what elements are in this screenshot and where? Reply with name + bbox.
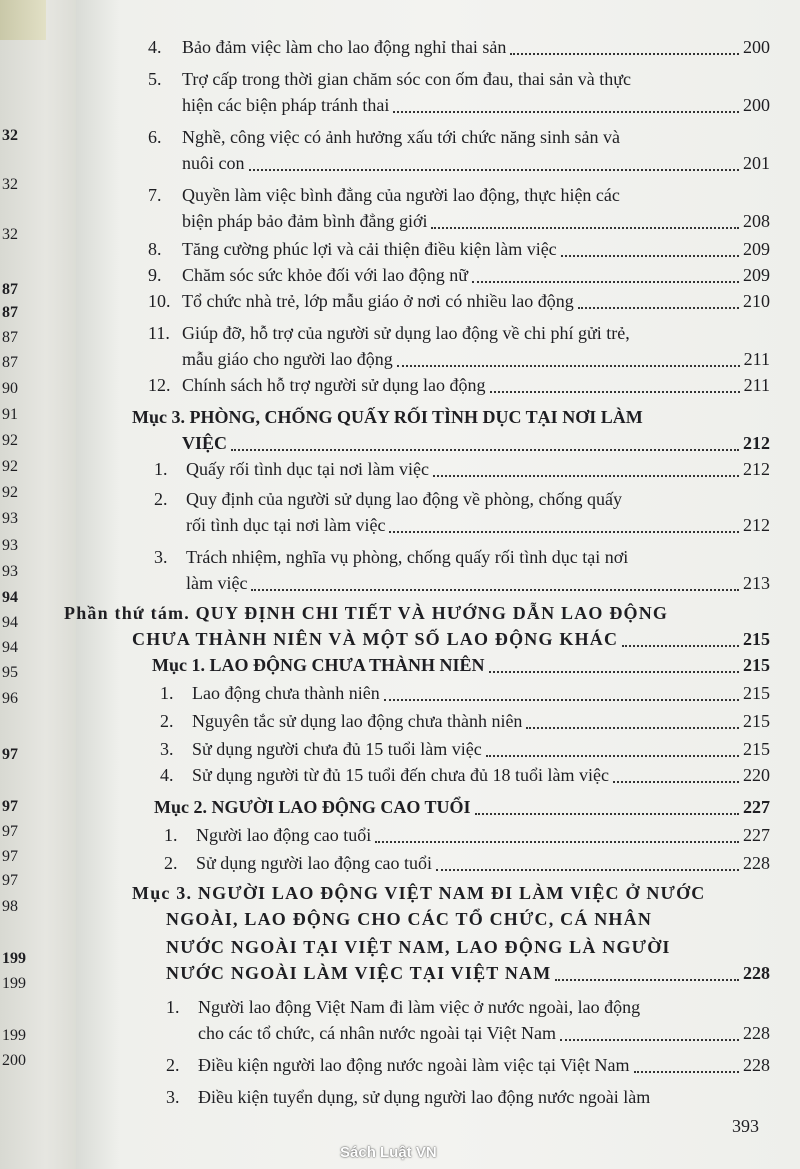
- margin-number: 199: [2, 975, 26, 992]
- toc-page-number: 215: [743, 629, 770, 649]
- toc-item-text: Người lao động Việt Nam đi làm việc ở nước ngoài, lao động: [198, 997, 641, 1017]
- toc-item-text: Sử dụng người từ đủ 15 tuổi đến chưa đủ 18 tuổi làm việc: [192, 765, 609, 785]
- toc-item-number: 7.: [148, 185, 162, 205]
- toc-page-number: 228: [743, 963, 770, 983]
- dot-leader: [472, 281, 739, 283]
- margin-number: 32: [2, 176, 18, 193]
- dot-leader: [560, 1039, 739, 1041]
- margin-number: 97: [2, 746, 18, 763]
- toc-item-text: Điều kiện tuyển dụng, sử dụng người lao động nước ngoài làm: [198, 1087, 651, 1107]
- dot-leader: [251, 589, 739, 591]
- toc-item-text: Sử dụng người chưa đủ 15 tuổi làm việc: [192, 739, 482, 759]
- toc-line: [0, 794, 800, 820]
- toc-page-number: 209: [743, 265, 770, 285]
- margin-number: 94: [2, 589, 18, 606]
- margin-number: 87: [2, 304, 18, 321]
- toc-item-number: 8.: [148, 239, 162, 259]
- toc-item-number: 9.: [148, 265, 162, 285]
- dot-leader: [389, 531, 739, 533]
- toc-item-text: Quy định của người sử dụng lao động về phòng, chống quấy: [186, 489, 622, 509]
- toc-item-number: 1.: [160, 683, 174, 703]
- toc-line: [0, 124, 800, 150]
- toc-item-text: biện pháp bảo đảm bình đẳng giới: [182, 211, 428, 231]
- margin-number: 90: [2, 380, 18, 397]
- toc-page-number: 210: [743, 291, 770, 311]
- dot-leader: [561, 255, 739, 257]
- margin-number: 94: [2, 639, 18, 656]
- margin-number: 96: [2, 690, 18, 707]
- toc-line: [0, 652, 800, 678]
- toc-line: [0, 626, 800, 652]
- toc-page-number: 200: [743, 95, 770, 115]
- toc-item-number: 2.: [154, 489, 168, 509]
- toc-page-number: 208: [743, 211, 770, 231]
- toc-page-number: 209: [743, 239, 770, 259]
- margin-number: 87: [2, 354, 18, 371]
- toc-page-number: 201: [743, 153, 770, 173]
- toc-line: [0, 880, 800, 906]
- toc-item-text: Mục 3. PHÒNG, CHỐNG QUẤY RỐI TÌNH DỤC TẠI NƠI LÀM: [132, 407, 643, 427]
- toc-item-text: Chăm sóc sức khỏe đối với lao động nữ: [182, 265, 468, 285]
- toc-item-text: Trách nhiệm, nghĩa vụ phòng, chống quấy rối tình dục tại nơi: [186, 547, 629, 567]
- toc-item-number: 12.: [148, 375, 171, 395]
- toc-page-number: 215: [743, 711, 770, 731]
- margin-number: 95: [2, 664, 18, 681]
- dot-leader: [475, 813, 739, 815]
- toc-item-text: Lao động chưa thành niên: [192, 683, 380, 703]
- toc-item-text: Mục 1. LAO ĐỘNG CHƯA THÀNH NIÊN: [152, 655, 485, 675]
- toc-item-text: cho các tổ chức, cá nhân nước ngoài tại Việt Nam: [198, 1023, 556, 1043]
- toc-line: [0, 150, 800, 176]
- toc-item-text: làm việc: [186, 573, 248, 593]
- toc-line: [0, 92, 800, 118]
- margin-number: 94: [2, 614, 18, 631]
- toc-line: [0, 850, 800, 876]
- toc-line: [0, 320, 800, 346]
- toc-line: [0, 1084, 800, 1110]
- toc-page-number: 212: [743, 515, 770, 535]
- dot-leader: [510, 53, 739, 55]
- toc-page-number: 211: [743, 375, 770, 395]
- toc-line: [0, 994, 800, 1020]
- dot-leader: [231, 449, 739, 451]
- toc-item-number: 2.: [164, 853, 178, 873]
- toc-item-text: Bảo đảm việc làm cho lao động nghỉ thai sản: [182, 37, 507, 57]
- dot-leader: [578, 307, 739, 309]
- margin-number: 32: [2, 226, 18, 243]
- margin-number: 97: [2, 848, 18, 865]
- dot-leader: [490, 391, 740, 393]
- toc-page-number: 213: [743, 573, 770, 593]
- toc-item-text: NƯỚC NGOÀI TẠI VIỆT NAM, LAO ĐỘNG LÀ NGƯỜI: [166, 937, 671, 957]
- dot-leader: [555, 979, 739, 981]
- toc-item-number: 3.: [154, 547, 168, 567]
- toc-line: [0, 512, 800, 538]
- toc-line: [0, 600, 800, 626]
- margin-number: 92: [2, 458, 18, 475]
- dot-leader: [375, 841, 739, 843]
- toc-line: [0, 1020, 800, 1046]
- toc-line: [0, 960, 800, 986]
- toc-page-number: 227: [743, 825, 770, 845]
- toc-page-number: 228: [743, 1023, 770, 1043]
- margin-number: 97: [2, 798, 18, 815]
- toc-item-text: NƯỚC NGOÀI LÀM VIỆC TẠI VIỆT NAM: [166, 963, 552, 983]
- toc-item-text: Nghề, công việc có ảnh hưởng xấu tới chức năng sinh sản và: [182, 127, 620, 147]
- toc-item-number: 3.: [160, 739, 174, 759]
- toc-item-text: Sử dụng người lao động cao tuổi: [196, 853, 433, 873]
- toc-line: [0, 34, 800, 60]
- toc-line: [0, 208, 800, 234]
- toc-item-number: 1.: [154, 459, 168, 479]
- toc-item-number: 4.: [160, 765, 174, 785]
- dot-leader: [489, 671, 739, 673]
- margin-number: 87: [2, 329, 18, 346]
- dot-leader: [397, 365, 740, 367]
- toc-line: [0, 456, 800, 482]
- toc-line: [0, 822, 800, 848]
- page-number: 393: [732, 1116, 759, 1136]
- toc-line: [0, 288, 800, 314]
- toc-page-number: 220: [743, 765, 770, 785]
- margin-number: 92: [2, 484, 18, 501]
- toc-line: [0, 236, 800, 262]
- dot-leader: [634, 1071, 739, 1073]
- margin-number: 92: [2, 432, 18, 449]
- toc-line: [0, 404, 800, 430]
- toc-line: [0, 346, 800, 372]
- toc-item-text: Phần thứ tám. QUY ĐỊNH CHI TIẾT VÀ HƯỚNG DẪN LAO ĐỘNG: [64, 603, 669, 623]
- toc-line: [0, 934, 800, 960]
- margin-number: 93: [2, 537, 18, 554]
- toc-item-number: 5.: [148, 69, 162, 89]
- toc-item-number: 2.: [160, 711, 174, 731]
- toc-page-number: 215: [743, 655, 770, 675]
- toc-item-number: 2.: [166, 1055, 180, 1075]
- dot-leader: [249, 169, 740, 171]
- toc-line: [0, 372, 800, 398]
- toc-page-number: 215: [743, 739, 770, 759]
- margin-number: 32: [2, 127, 18, 144]
- toc-item-number: 4.: [148, 37, 162, 57]
- toc-item-text: hiện các biện pháp tránh thai: [182, 95, 390, 115]
- toc-line: [0, 66, 800, 92]
- toc-item-text: mẫu giáo cho người lao động: [182, 349, 393, 369]
- toc-line: [0, 708, 800, 734]
- margin-number: 98: [2, 898, 18, 915]
- toc-item-number: 10.: [148, 291, 171, 311]
- toc-page-number: 228: [743, 853, 770, 873]
- dot-leader: [486, 755, 739, 757]
- margin-number: 93: [2, 510, 18, 527]
- toc-item-text: Quyền làm việc bình đẳng của người lao động, thực hiện các: [182, 185, 620, 205]
- toc-item-text: nuôi con: [182, 153, 245, 173]
- margin-number: 199: [2, 950, 26, 967]
- margin-number: 91: [2, 406, 18, 423]
- toc-line: [0, 736, 800, 762]
- toc-page-number: 212: [743, 459, 770, 479]
- toc-item-text: Nguyên tắc sử dụng lao động chưa thành niên: [192, 711, 523, 731]
- dot-leader: [613, 781, 739, 783]
- toc-item-text: Tổ chức nhà trẻ, lớp mẫu giáo ở nơi có nhiều lao động: [182, 291, 574, 311]
- dot-leader: [393, 111, 739, 113]
- toc-item-number: 3.: [166, 1087, 180, 1107]
- dot-leader: [384, 699, 739, 701]
- toc-item-text: Điều kiện người lao động nước ngoài làm việc tại Việt Nam: [198, 1055, 630, 1075]
- toc-line: [0, 544, 800, 570]
- toc-page-number: 212: [743, 433, 770, 453]
- toc-item-text: Tăng cường phúc lợi và cải thiện điều kiện làm việc: [182, 239, 557, 259]
- toc-line: [0, 430, 800, 456]
- toc-item-text: rối tình dục tại nơi làm việc: [186, 515, 386, 535]
- toc-item-text: NGOÀI, LAO ĐỘNG CHO CÁC TỔ CHỨC, CÁ NHÂN: [166, 909, 653, 929]
- margin-number: 200: [2, 1052, 26, 1069]
- toc-item-text: Quấy rối tình dục tại nơi làm việc: [186, 459, 429, 479]
- toc-line: [0, 680, 800, 706]
- toc-item-number: 1.: [166, 997, 180, 1017]
- toc-item-text: Chính sách hỗ trợ người sử dụng lao động: [182, 375, 486, 395]
- toc-item-number: 6.: [148, 127, 162, 147]
- toc-item-number: 1.: [164, 825, 178, 845]
- toc-page-number: 200: [743, 37, 770, 57]
- margin-number: 97: [2, 823, 18, 840]
- toc-page-number: 215: [743, 683, 770, 703]
- toc-line: [0, 570, 800, 596]
- toc-item-number: 11.: [148, 323, 170, 343]
- toc-item-text: Trợ cấp trong thời gian chăm sóc con ốm đau, thai sản và thực: [182, 69, 632, 89]
- toc-item-text: Mục 3. NGƯỜI LAO ĐỘNG VIỆT NAM ĐI LÀM VIỆC Ở NƯỚC: [132, 883, 706, 903]
- toc-item-text: CHƯA THÀNH NIÊN VÀ MỘT SỐ LAO ĐỘNG KHÁC: [132, 629, 619, 649]
- toc-line: [0, 762, 800, 788]
- watermark: Sách Luật VN: [340, 1144, 437, 1161]
- toc-item-text: Giúp đỡ, hỗ trợ của người sử dụng lao động về chi phí gửi trẻ,: [182, 323, 630, 343]
- dot-leader: [431, 227, 739, 229]
- margin-number: 93: [2, 563, 18, 580]
- toc-item-text: Người lao động cao tuổi: [196, 825, 372, 845]
- toc-page-number: 211: [743, 349, 770, 369]
- toc-line: [0, 182, 800, 208]
- toc-page-number: 227: [743, 797, 770, 817]
- toc-item-text: Mục 2. NGƯỜI LAO ĐỘNG CAO TUỔI: [154, 797, 471, 817]
- dot-leader: [526, 727, 739, 729]
- dot-leader: [436, 869, 739, 871]
- dot-leader: [433, 475, 739, 477]
- margin-number: 97: [2, 872, 18, 889]
- margin-number: 87: [2, 281, 18, 298]
- toc-item-text: VIỆC: [182, 433, 228, 453]
- margin-number: 199: [2, 1027, 26, 1044]
- toc-line: [0, 486, 800, 512]
- toc-line: [0, 906, 800, 932]
- toc-line: [0, 1052, 800, 1078]
- toc-line: [0, 262, 800, 288]
- dot-leader: [622, 645, 739, 647]
- toc-page-number: 228: [743, 1055, 770, 1075]
